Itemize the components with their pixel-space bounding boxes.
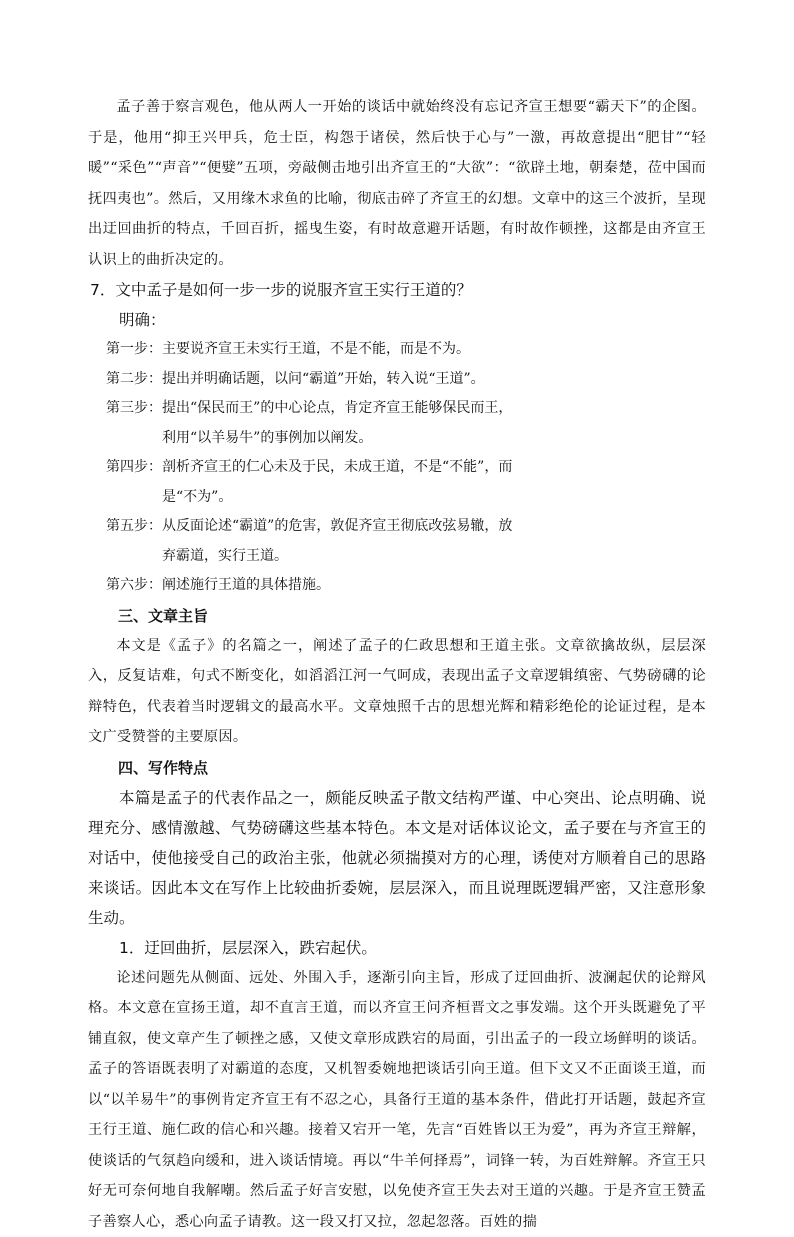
question-7: 7．文中孟子是如何一步一步的说服齐宣王实行王道的？ bbox=[88, 275, 706, 305]
step-label: 第一步： bbox=[106, 335, 162, 365]
step-line: 从反面论述“霸道”的危害，敦促齐宣王彻底改弦易辙，放 bbox=[162, 512, 706, 542]
paragraph-mencius-persuasion: 孟子善于察言观色，他从两人一开始的谈话中就始终没有忘记齐宣王想要“霸天下”的企图。于是，他用“抑王兴甲兵，危士臣，构怨于诸侯，然后快于心与”一激，再故意提出“肥甘”“轻暖”“采色”“声音”“便嬖”五项，旁敲侧击地引出齐宣王的“大欲”：“欲辟土地，朝秦楚，莅中国而抚四夷也”。然后，又用缘木求鱼的比喻，彻底击碎了齐宣王的幻想。文章中的这三个波折，呈现出迂回曲折的特点，千回百折，摇曳生姿，有时故意避开话题，有时故作顿挫，这都是由齐宣王认识上的曲折决定的。 bbox=[88, 92, 706, 275]
paragraph-features: 本篇是孟子的代表作品之一，颇能反映孟子散文结构严谨、中心突出、论点明确、说理充分、感情激越、气势磅礴这些基本特色。本文是对话体议论文，孟子要在与齐宣王的对话中，使他接受自己的政治主张，他就必须揣摸对方的心理，诱使对方顺着自己的思路来谈话。因此本文在写作上比较曲折委婉，层层深入，而且说理既逻辑严密，又注意形象生动。 bbox=[88, 783, 706, 933]
step-text bbox=[162, 335, 706, 365]
steps-list bbox=[88, 335, 706, 601]
step-line: 提出并明确话题，以问“霸道”开始，转入说“王道”。 bbox=[162, 365, 706, 395]
step-label: 第五步： bbox=[106, 512, 162, 571]
step-line: 利用“以羊易牛”的事例加以阐发。 bbox=[162, 424, 706, 454]
answer-label: 明确： bbox=[88, 305, 706, 335]
sub-heading-1: 1．迂回曲折，层层深入，跌宕起伏。 bbox=[88, 933, 706, 963]
step-label: 第二步： bbox=[106, 365, 162, 395]
section-heading-features: 四、写作特点 bbox=[88, 753, 706, 783]
step-item bbox=[88, 512, 706, 571]
step-text bbox=[162, 571, 706, 601]
step-item bbox=[88, 394, 706, 453]
step-line: 阐述施行王道的具体措施。 bbox=[162, 571, 706, 601]
step-text bbox=[162, 453, 706, 512]
step-item bbox=[88, 571, 706, 601]
step-text bbox=[162, 365, 706, 395]
step-item bbox=[88, 453, 706, 512]
step-line: 是“不为”。 bbox=[162, 483, 706, 513]
step-text bbox=[162, 394, 706, 453]
step-label: 第六步： bbox=[106, 571, 162, 601]
step-label: 第三步： bbox=[106, 394, 162, 453]
paragraph-theme: 本文是《孟子》的名篇之一，阐述了孟子的仁政思想和王道主张。文章欲擒故纵，层层深入，反复诘难，句式不断变化，如滔滔江河一气呵成，表现出孟子文章逻辑缜密、气势磅礴的论辩特色，代表着当时逻辑文的最高水平。文章烛照千古的思想光辉和精彩绝伦的论证过程，是本文广受赞誉的主要原因。 bbox=[88, 631, 706, 753]
step-item bbox=[88, 365, 706, 395]
step-line: 提出“保民而王”的中心论点，肯定齐宣王能够保民而王， bbox=[162, 394, 706, 424]
paragraph-roundabout: 论述问题先从侧面、远处、外围入手，逐渐引向主旨，形成了迂回曲折、波澜起伏的论辩风格。本文意在宣扬王道，却不直言王道，而以齐宣王问齐桓晋文之事发端。这个开头既避免了平铺直叙，使文章产生了顿挫之感，又使文章形成跌宕的局面，引出孟子的一段立场鲜明的谈话。孟子的答语既表明了对霸道的态度，又机智委婉地把谈话引向王道。但下文又不正面谈王道，而以“以羊易牛”的事例肯定齐宣王有不忍之心，具备行王道的基本条件，借此打开话题，鼓起齐宣王行王道、施仁政的信心和兴趣。接着又宕开一笔，先言“百姓皆以王为爱”，再为齐宣王辩解，使谈话的气氛趋向缓和，进入谈话情境。再以“牛羊何择焉”，词锋一转，为百姓辩解。齐宣王只好无可奈何地自我解嘲。然后孟子好言安慰，以免使齐宣王失去对王道的兴趣。于是齐宣王赞孟子善察人心，悉心向孟子请教。这一段又打又拉，忽起忽落。百姓的揣 bbox=[88, 963, 706, 1237]
step-line: 弃霸道，实行王道。 bbox=[162, 542, 706, 572]
step-text bbox=[162, 512, 706, 571]
section-heading-theme: 三、文章主旨 bbox=[88, 601, 706, 631]
step-label: 第四步： bbox=[106, 453, 162, 512]
step-line: 剖析齐宣王的仁心未及于民，未成王道，不是“不能”，而 bbox=[162, 453, 706, 483]
step-item bbox=[88, 335, 706, 365]
step-line: 主要说齐宣王未实行王道，不是不能，而是不为。 bbox=[162, 335, 706, 365]
